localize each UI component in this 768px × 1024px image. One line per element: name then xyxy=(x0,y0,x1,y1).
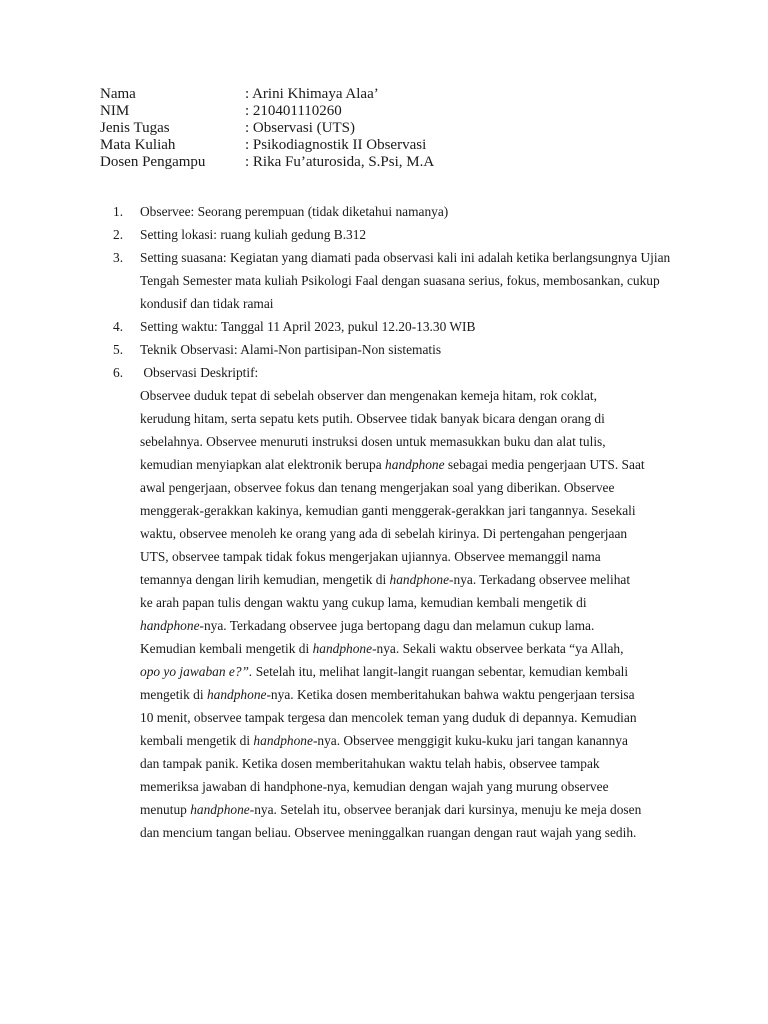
paragraph-line xyxy=(140,706,673,729)
text-run: menutup xyxy=(140,802,191,817)
paragraph-line xyxy=(140,775,673,798)
paragraph-line xyxy=(140,637,673,660)
paragraph-line xyxy=(140,453,673,476)
text-run: waktu, observee menoleh ke orang yang ada di sebelah kirinya. Di pertengahan pengerjaan xyxy=(140,526,628,541)
text-run: temannya dengan lirih kemudian, mengetik di xyxy=(140,572,390,587)
header-value: : Arini Khimaya Alaa’ xyxy=(245,86,379,102)
descriptive-observation-paragraph xyxy=(140,384,673,844)
text-run: kembali mengetik di xyxy=(140,733,254,748)
header-row-nim xyxy=(100,103,434,120)
header-value: : 210401110260 xyxy=(245,103,342,119)
list-item xyxy=(113,223,673,246)
header-value: : Rika Fu’aturosida, S.Psi, M.A xyxy=(245,154,435,170)
list-item xyxy=(113,315,673,338)
list-item xyxy=(113,338,673,361)
paragraph-line xyxy=(140,568,673,591)
list-item-number: 1. xyxy=(113,204,124,219)
text-run: UTS, observee tampak tidak fokus mengerjakan ujiannya. Observee memanggil nama xyxy=(140,549,601,564)
header-row-nama xyxy=(100,86,434,103)
list-item-text: Observasi Deskriptif: xyxy=(140,365,259,380)
header-row-jenis-tugas xyxy=(100,120,434,137)
text-run: menggerak-gerakkan kakinya, kemudian ganti menggerak-gerakkan jari tangannya. Sesekali xyxy=(140,503,636,518)
list-item-text: Observee: Seorang perempuan (tidak diketahui namanya) xyxy=(140,204,449,219)
text-run: dan tampak panik. Ketika dosen memberitahukan waktu telah habis, observee tampak xyxy=(140,756,600,771)
list-item-number: 5. xyxy=(113,342,124,357)
header-value: : Psikodiagnostik II Observasi xyxy=(245,137,427,153)
header-info xyxy=(100,86,434,171)
list-item-text: Setting suasana: Kegiatan yang diamati pada observasi kali ini adalah ketika berlangsungnya Ujian Tengah Semester mata kuliah Psikologi Faal dengan suasana serius, fokus, membosankan, cukup kondusif dan tidak ramai xyxy=(140,250,671,311)
list-item-text: Setting waktu: Tanggal 11 April 2023, pukul 12.20-13.30 WIB xyxy=(140,319,476,334)
text-run: -nya. Ketika dosen memberitahukan bahwa waktu pengerjaan tersisa xyxy=(266,687,635,702)
text-run: -nya. Terkadang observee juga bertopang dagu dan melamun cukup lama. xyxy=(199,618,595,633)
header-value: : Observasi (UTS) xyxy=(245,120,355,136)
paragraph-line xyxy=(140,752,673,775)
header-label: Nama xyxy=(100,86,136,102)
list-item-text: Setting lokasi: ruang kuliah gedung B.312 xyxy=(140,227,367,242)
text-run: sebelahnya. Observee menuruti instruksi dosen untuk memasukkan buku dan alat tulis, xyxy=(140,434,606,449)
paragraph-line xyxy=(140,798,673,821)
text-run: 10 menit, observee tampak tergesa dan mencolek teman yang duduk di depannya. Kemudian xyxy=(140,710,637,725)
list-item xyxy=(113,246,673,315)
header-label: Dosen Pengampu xyxy=(100,154,206,170)
paragraph-line xyxy=(140,476,673,499)
text-run: -nya. Terkadang observee melihat xyxy=(449,572,631,587)
list-item-text: Teknik Observasi: Alami-Non partisipan-Non sistematis xyxy=(140,342,442,357)
paragraph-line xyxy=(140,499,673,522)
paragraph-line xyxy=(140,821,673,844)
paragraph-line xyxy=(140,729,673,752)
paragraph-line xyxy=(140,430,673,453)
text-run: -nya. Sekali waktu observee berkata “ya Allah, xyxy=(372,641,624,656)
italic-text-run: handphone xyxy=(190,802,250,817)
paragraph-line xyxy=(140,614,673,637)
text-run: Setelah itu, melihat langit-langit ruangan sebentar, kemudian kembali xyxy=(252,664,629,679)
header-row-mata-kuliah xyxy=(100,137,434,154)
text-run: dan mencium tangan beliau. Observee meninggalkan ruangan dengan raut wajah yang sedih. xyxy=(140,825,637,840)
italic-text-run: handphone xyxy=(389,572,450,587)
header-label: Mata Kuliah xyxy=(100,137,176,153)
italic-text-run: handphone xyxy=(385,457,445,472)
list-item-number: 3. xyxy=(113,250,124,265)
header-label: NIM xyxy=(100,103,130,119)
text-run: awal pengerjaan, observee fokus dan tenang mengerjakan soal yang diberikan. Observee xyxy=(140,480,615,495)
text-run: kemudian menyiapkan alat elektronik berupa xyxy=(140,457,386,472)
paragraph-line xyxy=(140,407,673,430)
text-run: mengetik di xyxy=(140,687,207,702)
paragraph-line xyxy=(140,683,673,706)
list-item xyxy=(113,361,673,384)
italic-text-run: opo yo jawaban e?”. xyxy=(140,664,253,679)
italic-text-run: handphone xyxy=(140,618,200,633)
paragraph-line xyxy=(140,384,673,407)
observation-list xyxy=(113,200,673,844)
text-run: Observee duduk tepat di sebelah observer dan mengenakan kemeja hitam, rok coklat, xyxy=(140,388,597,403)
header-row-dosen-pengampu xyxy=(100,154,434,171)
paragraph-line xyxy=(140,522,673,545)
text-run: memeriksa jawaban di handphone-nya, kemudian dengan wajah yang murung observee xyxy=(140,779,609,794)
italic-text-run: handphone xyxy=(206,687,267,702)
text-run: ke arah papan tulis dengan waktu yang cukup lama, kemudian kembali mengetik di xyxy=(140,595,587,610)
text-run: Kemudian kembali mengetik di xyxy=(140,641,313,656)
text-run: kerudung hitam, serta sepatu kets putih. Observee tidak banyak bicara dengan orang di xyxy=(140,411,605,426)
paragraph-line xyxy=(140,591,673,614)
list-item-number: 2. xyxy=(113,227,124,242)
text-run: -nya. Setelah itu, observee beranjak dari kursinya, menuju ke meja dosen xyxy=(249,802,642,817)
text-run: -nya. Observee menggigit kuku-kuku jari tangan kanannya xyxy=(312,733,628,748)
header-label: Jenis Tugas xyxy=(100,120,170,136)
list-item-number: 4. xyxy=(113,319,124,334)
text-run: sebagai media pengerjaan UTS. Saat xyxy=(444,457,645,472)
italic-text-run: handphone xyxy=(312,641,373,656)
italic-text-run: handphone xyxy=(253,733,313,748)
paragraph-line xyxy=(140,545,673,568)
list-item-number: 6. xyxy=(113,365,124,380)
paragraph-line xyxy=(140,660,673,683)
list-item xyxy=(113,200,673,223)
